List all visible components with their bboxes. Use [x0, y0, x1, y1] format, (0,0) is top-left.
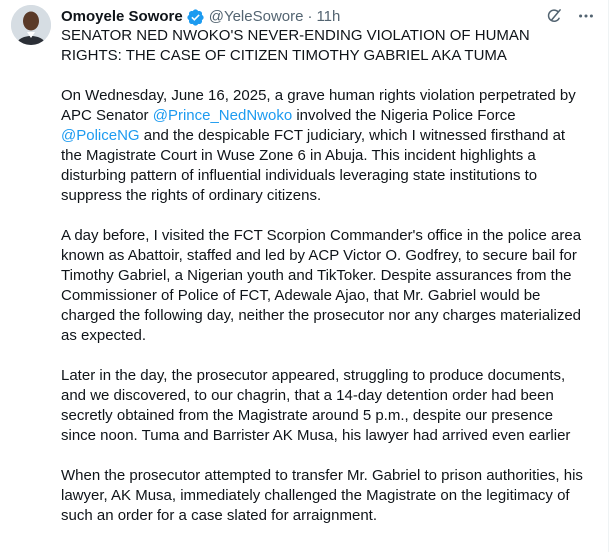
- tweet-header: [61, 6, 596, 28]
- tweet-paragraph-3: Later in the day, the prosecutor appeared, struggling to produce documents, and we discovered, to our chagrin, that a 14-day detention order had been secretly obtained from the Magistrate around 5 p.m., despite our presence since noon. Tuma and Barrister AK Musa, his lawyer had arrived even earlier: [61, 367, 571, 444]
- text-segment: involved the Nigeria Police Force: [292, 107, 516, 124]
- tweet-paragraph-4: When the prosecutor attempted to transfer Mr. Gabriel to prison authorities, his lawyer, AK Musa, immediately challenged the Magistrate on the legitimacy of such an order for a case slated for arraignment.: [61, 467, 583, 524]
- mention-link[interactable]: @Prince_NedNwoko: [152, 107, 293, 124]
- author-name[interactable]: Omoyele Sowore: [61, 8, 183, 25]
- tweet-title: SENATOR NED NWOKO'S NEVER-ENDING VIOLATION OF HUMAN RIGHTS: THE CASE OF CITIZEN TIMOTHY GABRIEL AKA TUMA: [61, 27, 530, 64]
- avatar[interactable]: [11, 5, 51, 45]
- text-segment: and the despicable FCT judiciary, which I witnessed firsthand at the Magistrate Court in Wuse Zone 6 in Abuja. This incident highlights a disturbing pattern of influential individuals leveraging state institutions to suppress the rights of ordinary citizens.: [61, 127, 566, 204]
- separator-dot: ·: [307, 8, 313, 25]
- text-segment: On Wednesday, June 16, 2025, a grave human rights violation perpetrated by APC Senator: [61, 87, 576, 124]
- tweet-paragraph-2: A day before, I visited the FCT Scorpion Commander's office in the police area known as Abattoir, staffed and led by ACP Victor O. Godfrey, to secure bail for Timothy Gabriel, a Nigerian youth and TikToker. Despite assurances from the Commissioner of Police of FCT, Adewale Ajao, that Mr. Gabriel would be charged the following day, neither the prosecutor nor any charges materialized as expected.: [61, 227, 582, 344]
- avatar-image: [11, 5, 51, 45]
- author-handle[interactable]: @YeleSowore: [208, 8, 304, 25]
- tweet-paragraph-1: [61, 86, 590, 206]
- mention-link[interactable]: @PoliceNG: [61, 127, 140, 144]
- verified-badge-icon: [186, 8, 205, 27]
- tweet-timestamp[interactable]: 11h: [316, 8, 341, 25]
- header-actions: [544, 6, 596, 26]
- grok-icon[interactable]: [544, 6, 564, 26]
- more-options-icon[interactable]: [576, 6, 596, 26]
- tweet-body: [61, 26, 590, 546]
